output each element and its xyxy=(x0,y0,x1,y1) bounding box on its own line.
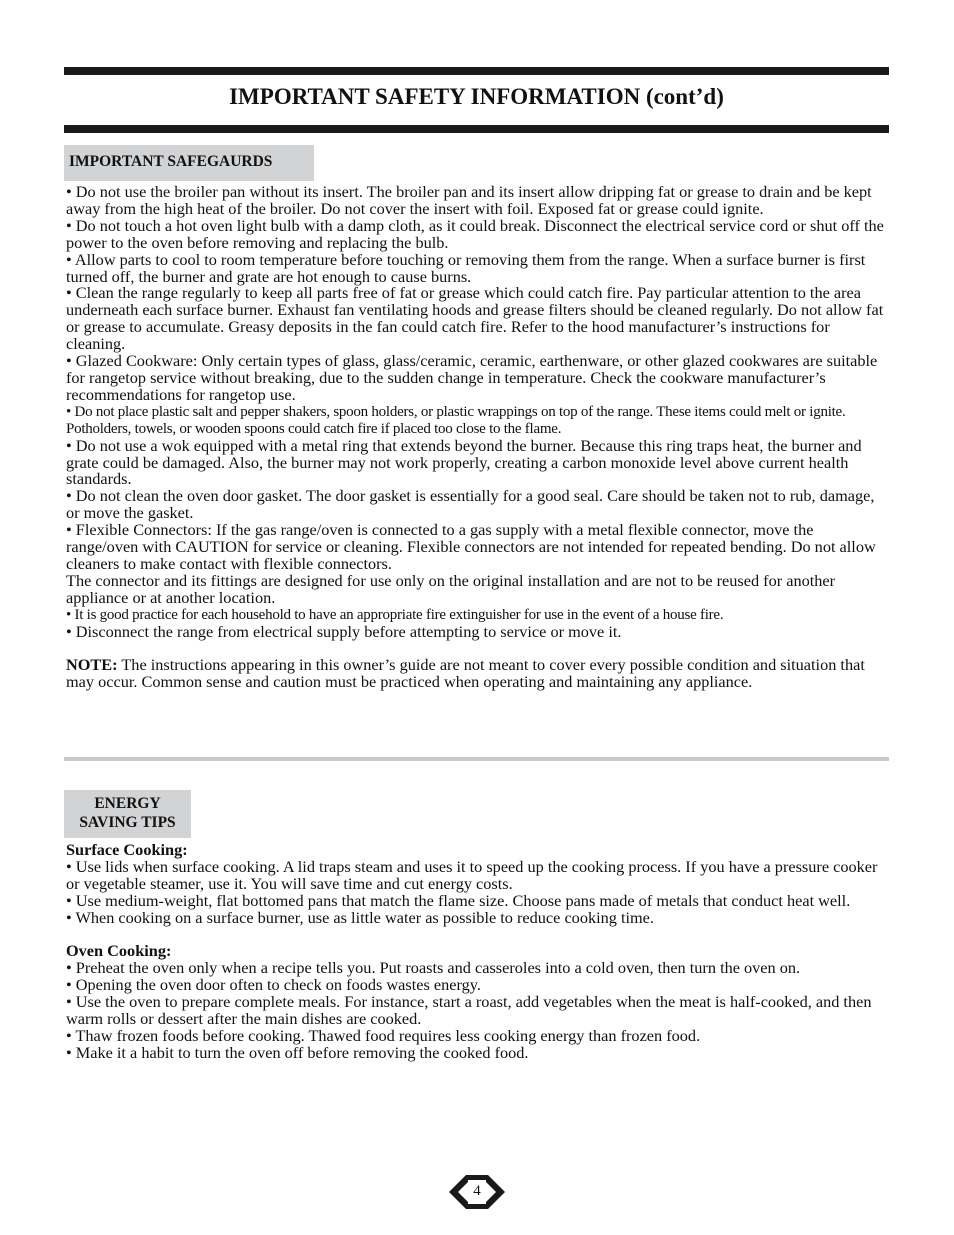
safeguard-item: • Glazed Cookware: Only certain types of glass, glass/ceramic, ceramic, earthenware, or other glazed cookwares are suitable for rangetop service without breaking, due to the sudden change in temperature. Check the cookware manufacturer’s recommendations for rangetop use. xyxy=(66,351,878,404)
surface-tip: • Use medium-weight, flat bottomed pans that match the flame size. Choose pans made of metals that conduct heat well. xyxy=(66,890,851,910)
energy-label-line1: ENERGY xyxy=(94,795,161,812)
oven-tip: • Thaw frozen foods before cooking. Thawed food requires less cooking energy than frozen food. xyxy=(66,1025,701,1045)
section-label-energy xyxy=(64,790,191,838)
safeguard-item: The connector and its fittings are designed for use only on the original installation and are not to be reused for another appliance or at another location. xyxy=(66,570,836,607)
oven-cooking-heading: Oven Cooking: xyxy=(66,941,172,961)
safeguards-body xyxy=(66,184,888,691)
safeguard-item: • Disconnect the range from electrical supply before attempting to service or move it. xyxy=(66,621,622,641)
oven-tip: • Opening the oven door often to check on foods wastes energy. xyxy=(66,975,481,995)
section-divider xyxy=(64,757,889,761)
surface-tip: • When cooking on a surface burner, use as little water as possible to reduce cooking time. xyxy=(66,907,654,927)
safeguard-item: • Do not use a wok equipped with a metal ring that extends beyond the burner. Because this ring traps heat, the burner and grate could be damaged. Also, the burner may not work properly, creating a carbon monoxide level above current health standards. xyxy=(66,435,862,489)
energy-label-line2: SAVING TIPS xyxy=(79,814,176,831)
safeguard-item: • Do not use the broiler pan without its insert. The broiler pan and its insert allow dripping fat or grease to drain and be kept away from the high heat of the broiler. Do not cover the insert with foil. Exposed fat or grease could ignite. xyxy=(66,182,872,218)
note-label: NOTE: xyxy=(66,655,118,675)
page-title: IMPORTANT SAFETY INFORMATION (cont’d) xyxy=(229,84,724,109)
note-paragraph xyxy=(66,657,888,691)
energy-body xyxy=(66,842,888,1062)
safeguard-item: • Do not clean the oven door gasket. The door gasket is essentially for a good seal. Care should be taken not to rub, damage, or move the gasket. xyxy=(66,486,875,523)
safeguard-item: • Do not place plastic salt and pepper shakers, spoon holders, or plastic wrappings on top of the range. These items could melt or ignite. Potholders, towels, or wooden spoons could catch fire if placed too close to the flame. xyxy=(66,403,846,437)
note-text: The instructions appearing in this owner’s guide are not meant to cover every possible condition and situation that may occur. Common sense and caution must be practiced when operating and maintaining any appliance. xyxy=(66,655,865,692)
safeguard-item: • It is good practice for each household to have an appropriate fire extinguisher for use in the event of a house fire. xyxy=(66,606,724,623)
surface-cooking-heading: Surface Cooking: xyxy=(66,840,188,859)
safeguard-item: • Do not touch a hot oven light bulb with a damp cloth, as it could break. Disconnect the electrical service cord or shut off the power to the oven before removing and replacing the bulb. xyxy=(66,215,884,252)
page-number: 4 xyxy=(473,1183,481,1199)
oven-tip: • Use the oven to prepare complete meals. For instance, start a roast, add vegetables when the meat is half-cooked, and then warm rolls or dessert after the main dishes are cooked. xyxy=(66,992,872,1029)
header-rule-bottom xyxy=(64,125,889,133)
safeguard-item: • Flexible Connectors: If the gas range/oven is connected to a gas supply with a metal flexible connector, move the range/oven with CAUTION for service or cleaning. Flexible connectors are not intended for repeated bending. Do not allow cleaners to make contact with flexible connectors. xyxy=(66,520,876,573)
section-label-safeguards: IMPORTANT SAFEGAURDS xyxy=(64,145,314,181)
safeguard-item: • Clean the range regularly to keep all parts free of fat or grease which could catch fire. Pay particular attention to the area underneath each surface burner. Exhaust fan ventilating hoods and grease filters should be cleaned regularly. Do not allow fat or grease to accumulate. Greasy deposits in the fan could catch fire. Refer to the hood manufacturer’s instructions for cleaning. xyxy=(66,283,884,354)
oven-tip: • Make it a habit to turn the oven off before removing the cooked food. xyxy=(66,1042,529,1062)
safeguard-item: • Allow parts to cool to room temperature before touching or removing them from the range. When a surface burner is first turned off, the burner and grate are hot enough to cause burns. xyxy=(66,249,866,286)
oven-tip: • Preheat the oven only when a recipe tells you. Put roasts and casseroles into a cold oven, then turn the oven on. xyxy=(66,958,801,978)
header-rule-top xyxy=(64,67,889,75)
surface-tip: • Use lids when surface cooking. A lid traps steam and uses it to speed up the cooking process. If you have a pressure cooker or vegetable steamer, use it. You will save time and cut energy costs. xyxy=(66,856,878,893)
